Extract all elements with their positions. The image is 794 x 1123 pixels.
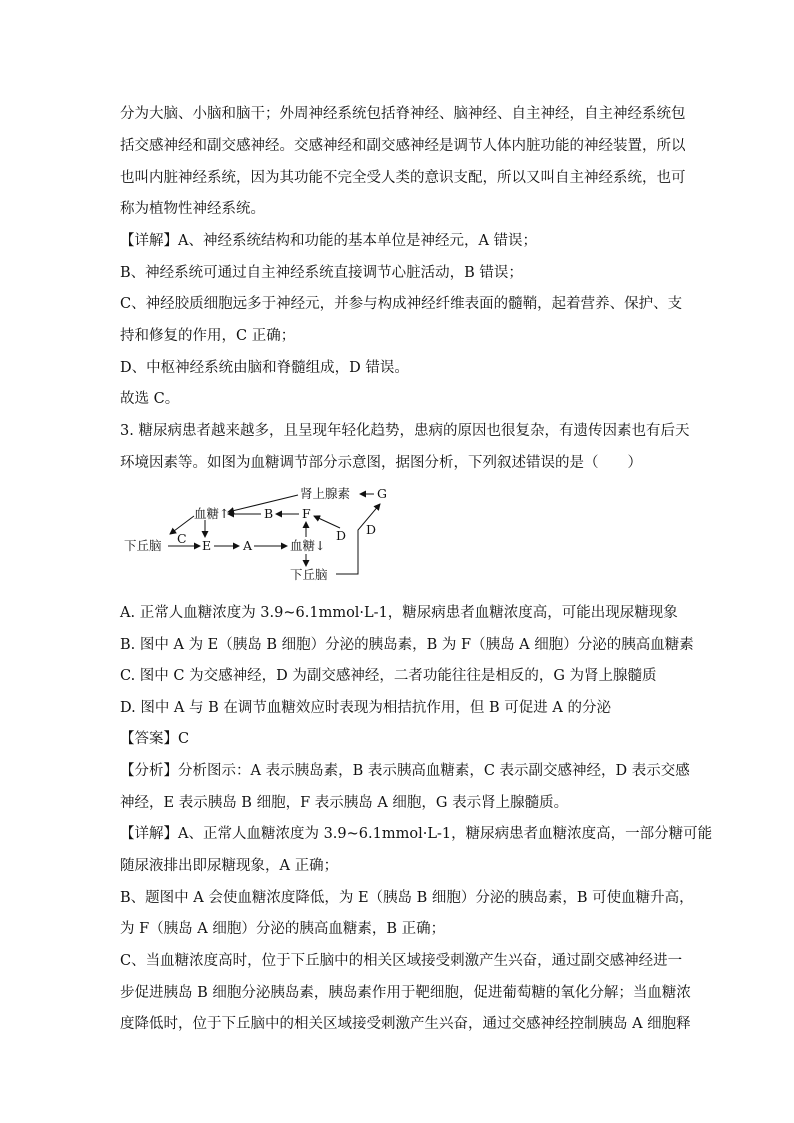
answer-line-10: 度降低时，位于下丘脑中的相关区域接受刺激产生兴奋，通过交感神经控制胰岛 A 细胞释 <box>120 1016 691 1032</box>
answer-line-5: 随尿液排出即尿糖现象，A 正确； <box>120 858 339 874</box>
answer-line-2: 【分析】分析图示：A 表示胰岛素，B 表示胰高血糖素，C 表示副交感神经，D 表示交感 <box>120 763 690 779</box>
blood-sugar-diagram <box>118 482 408 587</box>
text-line-4: 称为植物性神经系统。 <box>120 201 265 217</box>
arrow-D-to-F <box>314 516 340 528</box>
label-blood-sugar-up: 血糖↑ <box>194 506 230 521</box>
text-line-10: 故选 C。 <box>120 391 180 407</box>
label-blood-sugar-down: 血糖↓ <box>290 538 326 553</box>
arrow-adrenaline-to-blood-sugar <box>228 495 298 512</box>
text-line-9: D、中枢神经系统由脑和脊髓组成，D 错误。 <box>120 360 409 376</box>
label-hypothalamus-bottom: 下丘脑 <box>290 567 328 582</box>
answer-line-7: 为 F（胰岛 A 细胞）分泌的胰高血糖素，B 正确； <box>120 921 446 937</box>
option-D: D. 图中 A 与 B 在调节血糖效应时表现为相拮抗作用，但 B 可促进 A 的分泌 <box>120 700 611 716</box>
answer-line-8: C、当血糖浓度高时，位于下丘脑中的相关区域接受刺激产生兴奋，通过副交感神经进一 <box>120 953 683 969</box>
option-B: B. 图中 A 为 E（胰岛 B 细胞）分泌的胰岛素，B 为 F（胰岛 A 细胞）分泌的胰高血糖素 <box>120 637 694 653</box>
option-A: A. 正常人血糖浓度为 3.9~6.1mmol·L-1，糖尿病患者血糖浓度高，可能出现尿糖现象 <box>120 605 678 621</box>
answer-line-4: 【详解】A、正常人血糖浓度为 3.9~6.1mmol·L-1，糖尿病患者血糖浓度高，一部分糖可能 <box>120 826 713 842</box>
answer-line-6: B、题图中 A 会使血糖浓度降低，为 E（胰岛 B 细胞）分泌的胰岛素，B 可使血糖升高， <box>120 890 694 906</box>
label-A: A <box>243 538 253 553</box>
answer-line-9: 步促进胰岛 B 细胞分泌胰岛素，胰岛素作用于靶细胞，促进葡萄糖的氧化分解；当血糖浓 <box>120 985 691 1001</box>
label-adrenaline: 肾上腺素 <box>300 486 351 501</box>
label-C: C <box>177 531 187 546</box>
label-E: E <box>202 538 212 553</box>
label-G: G <box>377 486 387 501</box>
text-line-2: 括交感神经和副交感神经。交感神经和副交感神经是调节人体内脏功能的神经装置，所以 <box>120 138 686 154</box>
label-F: F <box>302 506 311 521</box>
text-line-1: 分为大脑、小脑和脑干；外周神经系统包括脊神经、脑神经、自主神经，自主神经系统包 <box>120 106 686 122</box>
answer-line-1: 【答案】C <box>120 731 190 747</box>
label-hypothalamus-left: 下丘脑 <box>124 538 162 553</box>
answer-line-3: 神经，E 表示胰岛 B 细胞，F 表示胰岛 A 细胞，G 表示肾上腺髓质。 <box>120 795 569 811</box>
label-B: B <box>264 506 274 521</box>
option-C: C. 图中 C 为交感神经，D 为副交感神经，二者功能往往是相反的，G 为肾上腺髓质 <box>120 668 657 684</box>
question-stem-1: 3. 糖尿病患者越来越多，且呈现年轻化趋势，患病的原因也很复杂，有遗传因素也有后天 <box>120 423 690 439</box>
question-stem-2: 环境因素等。如图为血糖调节部分示意图，据图分析，下列叙述错误的是（ ） <box>120 455 642 471</box>
label-D-right: D <box>366 522 377 537</box>
text-line-8: 持和修复的作用，C 正确； <box>120 328 296 344</box>
label-D-left: D <box>336 528 347 543</box>
text-line-7: C、神经胶质细胞远多于神经元，并参与构成神经纤维表面的髓鞘，起着营养、保护、支 <box>120 296 683 312</box>
text-line-6: B、神经系统可通过自主神经系统直接调节心脏活动，B 错误； <box>120 265 523 281</box>
text-line-5: 【详解】A、神经系统结构和功能的基本单位是神经元，A 错误； <box>120 233 538 249</box>
text-line-3: 也叫内脏神经系统，因为其功能不完全受人类的意识支配，所以又叫自主神经系统，也可 <box>120 170 686 186</box>
